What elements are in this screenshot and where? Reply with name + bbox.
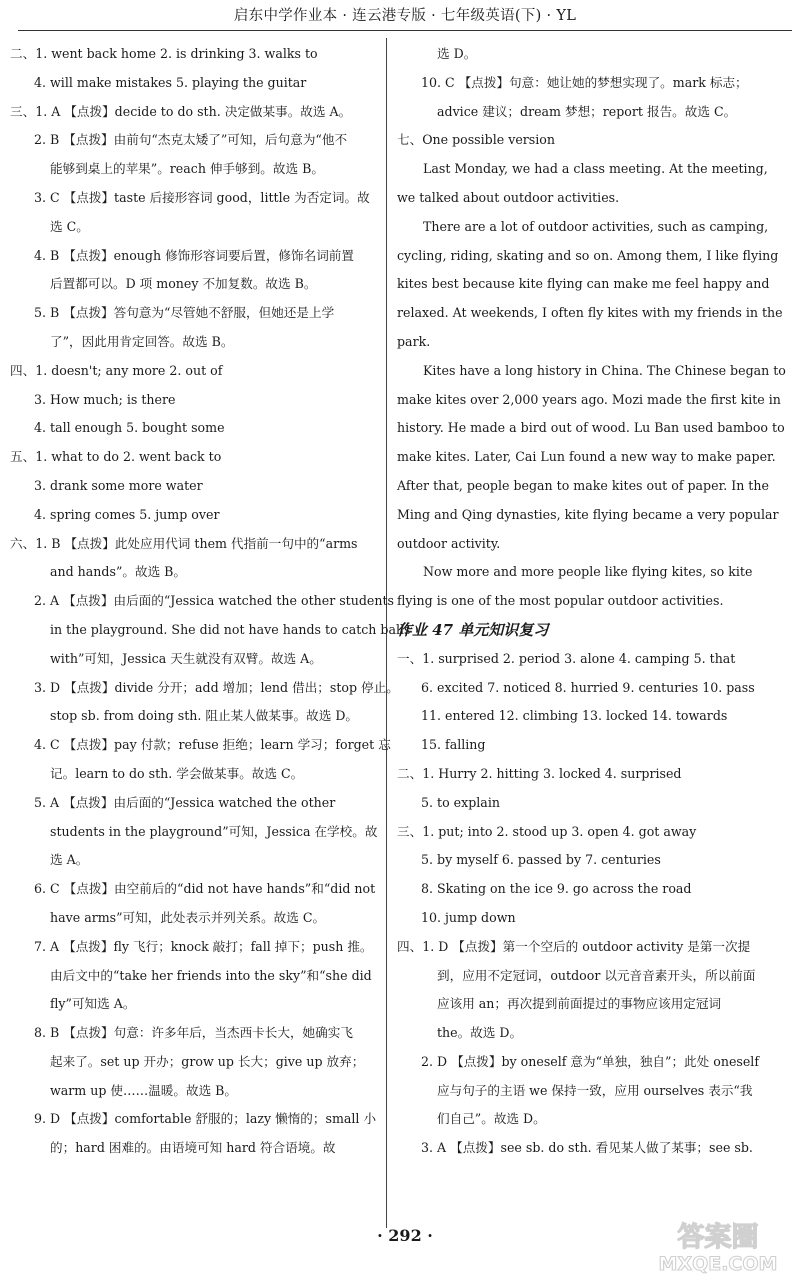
answer-line: 记。learn to do sth. 学会做某事。故选 C。 [50,765,304,781]
answer-line: 四、1. doesn't; any more 2. out of [10,362,223,378]
answer-line: 3. D 【点拨】divide 分开；add 增加；lend 借出；stop 停止。 [34,679,399,695]
answer-line: 三、1. put; into 2. stood up 3. open 4. got away [397,823,697,839]
answer-line: There are a lot of outdoor activities, such as camping, [423,218,769,234]
answer-line: with”可知，Jessica 天生就没有双臂。故选 A。 [50,650,322,666]
answer-line: 5. to explain [421,794,500,810]
answer-line: in the playground. She did not have hands to catch balls [50,621,411,637]
answer-line: 15. falling [421,737,486,753]
answer-line: 10. C 【点拨】句意：她让她的梦想实现了。mark 标志； [421,74,748,90]
watermark-brand: 答案圈 [677,1222,759,1253]
answer-line: 3. A 【点拨】see sb. do sth. 看见某人做了某事；see sb. [421,1140,753,1156]
answer-line: Kites have a long history in China. The Chinese began to [423,362,786,378]
answer-line: 2. A 【点拨】由后面的“Jessica watched the other students [34,593,394,609]
answer-line: have arms”可知，此处表示并列关系。故选 C。 [50,909,326,925]
page-header [0,0,810,32]
answer-line: 8. B 【点拨】句意：许多年后，当杰西卡长大，她确实飞 [34,1025,353,1041]
answer-line: stop sb. from doing sth. 阻止某人做某事。故选 D。 [50,708,359,724]
answer-line: 3. How much; is there [34,391,176,407]
answer-line: 六、1. B 【点拨】此处应用代词 them 代指前一句中的“arms [10,535,358,551]
answer-line: 4. B 【点拨】enough 修饰形容词要后置，修饰名词前置 [34,247,354,263]
answer-line: flying is one of the most popular outdoor activities. [397,593,724,609]
answer-line: 后置都可以。D 项 money 不加复数。故选 B。 [50,276,317,292]
answer-line: 8. Skating on the ice 9. go across the road [421,881,692,897]
answer-line: 了”，因此用肯定回答。故选 B。 [50,333,234,349]
answer-line: the。故选 D。 [437,1025,523,1041]
answer-line: 作业 47 单元知识复习 [397,620,549,639]
answer-line: 10. jump down [421,909,516,925]
answer-line: 二、1. went back home 2. is drinking 3. walks to [10,46,318,61]
left-column [10,40,411,1163]
answer-line: 5. B 【点拨】答句意为“尽管她不舒服，但她还是上学 [34,305,335,321]
answer-line: 能够到桌上的苹果”。reach 伸手够到。故选 B。 [50,161,324,177]
answer-line: make kites over 2,000 years ago. Mozi made the first kite in [397,391,781,407]
right-column [397,40,797,1163]
answer-line: 们自己”。故选 D。 [437,1111,546,1127]
answer-line: and hands”。故选 B。 [50,564,187,580]
header-title: 启东中学作业本 · 连云港专版 · 七年级英语(下) · YL [233,8,577,24]
answer-line: 11. entered 12. climbing 13. locked 14. towards [421,708,728,724]
answer-line: 起来了。set up 开办；grow up 长大；give up 放弃； [50,1053,365,1069]
answer-line: we talked about outdoor activities. [397,189,620,205]
answer-line: relaxed. At weekends, I often fly kites with my friends in the [397,305,783,321]
answer-line: park. [397,333,431,349]
answer-line: 到，应用不定冠词，outdoor 以元音音素开头，所以前面 [437,967,756,983]
answer-line: 一、1. surprised 2. period 3. alone 4. camping 5. that [397,650,736,666]
answer-line: 4. C 【点拨】pay 付款；refuse 拒绝；learn 学习；forget 忘 [34,737,391,753]
answer-line: make kites. Later, Cai Lun found a new way to make paper. [397,449,776,465]
answer-line: 4. tall enough 5. bought some [34,420,225,436]
answer-line: 选 D。 [437,46,477,61]
answer-line: 应该用 an；再次提到前面提过的事物应该用定冠词 [437,996,722,1012]
answer-line: 四、1. D 【点拨】第一个空后的 outdoor activity 是第一次提 [397,938,751,954]
answer-line: 5. A 【点拨】由后面的“Jessica watched the other [34,794,336,810]
answer-line: 6. excited 7. noticed 8. hurried 9. centuries 10. pass [421,679,755,695]
answer-line: cycling, riding, skating and so on. Among them, I like flying [397,247,779,263]
answer-line: 选 A。 [50,852,89,868]
answer-line: 选 C。 [50,218,89,234]
answer-line: students in the playground”可知，Jessica 在学校。故 [50,823,378,839]
answer-line: 七、One possible version [397,132,555,148]
answer-line: 3. C 【点拨】taste 后接形容词 good，little 为否定词。故 [34,189,370,205]
answer-line: 4. will make mistakes 5. playing the guitar [34,74,307,90]
answer-line: 应与句子的主语 we 保持一致，应用 ourselves 表示“我 [437,1082,753,1098]
answer-line: advice 建议；dream 梦想；report 报告。故选 C。 [437,103,737,119]
watermark-site: MXQE.COM [658,1253,778,1275]
answer-line: 5. by myself 6. passed by 7. centuries [421,852,661,868]
answer-line: 2. D 【点拨】by oneself 意为“单独，独自”；此处 oneself [421,1053,759,1069]
answer-line: kites best because kite flying can make me feel happy and [397,276,770,292]
answer-line: Now more and more people like flying kites, so kite [423,564,753,580]
answer-line: 二、1. Hurry 2. hitting 3. locked 4. surprised [397,765,682,781]
answer-line: history. He made a bird out of wood. Lu Ban used bamboo to [397,420,785,436]
answer-line: 2. B 【点拨】由前句“杰克太矮了”可知，后句意为“他不 [34,132,348,148]
answer-line: Last Monday, we had a class meeting. At the meeting, [423,161,768,177]
answer-line: 五、1. what to do 2. went back to [10,449,222,465]
answer-line: 由后文中的“take her friends into the sky”和“she did [50,967,372,983]
answer-line: 三、1. A 【点拨】decide to do sth. 决定做某事。故选 A。 [10,103,352,119]
answer-line: 7. A 【点拨】fly 飞行；knock 敲打；fall 掉下；push 推。 [34,938,373,954]
answer-line: 6. C 【点拨】由空前后的“did not have hands”和“did not [34,881,376,897]
answer-line: 9. D 【点拨】comfortable 舒服的；lazy 懒惰的；small 小 [34,1111,377,1127]
page-number: · 292 · [377,1226,433,1245]
watermark-logo [632,1216,804,1274]
answer-line: outdoor activity. [397,535,501,551]
header-rule [18,30,792,31]
answer-line: 4. spring comes 5. jump over [34,506,220,522]
answer-line: Ming and Qing dynasties, kite flying became a very popular [397,506,779,522]
answer-line: fly”可知选 A。 [50,996,136,1012]
answer-line: 的；hard 困难的。由语境可知 hard 符合语境。故 [50,1140,336,1156]
answer-line: 3. drank some more water [34,477,203,493]
answer-line: After that, people began to make kites out of paper. In the [397,477,769,493]
answer-line: warm up 使……温暖。故选 B。 [50,1082,238,1098]
